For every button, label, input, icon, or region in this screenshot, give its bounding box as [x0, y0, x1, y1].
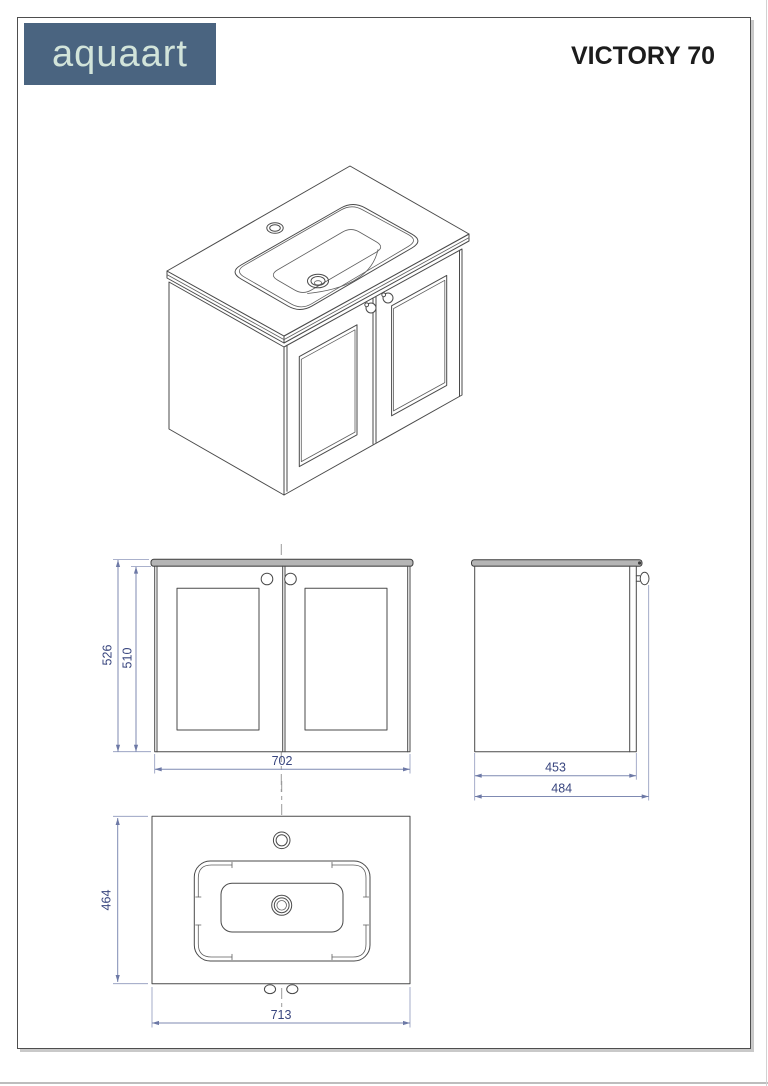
side-countertop: [472, 560, 643, 567]
front-view-drawing: [91, 541, 451, 796]
dim-label-713: 713: [270, 1008, 292, 1022]
dim-label-453: 453: [545, 760, 566, 775]
top-knobs: [264, 985, 298, 994]
top-dim-depth: [100, 816, 149, 983]
front-cabinet: [151, 559, 413, 751]
window-bottom-edge: [0, 1082, 768, 1084]
dim-label-702: 702: [271, 754, 293, 768]
front-countertop: [151, 559, 413, 566]
side-knob: [636, 572, 649, 584]
front-dim-width: [155, 754, 410, 774]
top-dim-width: [152, 987, 410, 1028]
window-right-edge: [766, 0, 767, 1086]
top-view-drawing: [91, 781, 471, 1046]
front-right-knob: [285, 573, 297, 585]
dim-label-464: 464: [99, 889, 114, 911]
dim-label-484: 484: [551, 781, 573, 796]
front-dim-cabinet-height: [121, 567, 152, 752]
page-border-frame: [17, 17, 751, 1049]
brand-logo-text: aquaart: [52, 33, 188, 75]
side-view-drawing: [456, 541, 756, 806]
brand-logo: [24, 23, 216, 85]
front-left-knob: [261, 573, 273, 585]
drain-hole: [308, 274, 329, 288]
isometric-view-drawing: [141, 141, 561, 521]
top-countertop: [152, 816, 410, 993]
side-cabinet: [472, 560, 650, 752]
dim-label-510: 510: [120, 647, 135, 669]
product-title: VICTORY 70: [570, 42, 715, 70]
dim-label-526: 526: [100, 644, 115, 666]
